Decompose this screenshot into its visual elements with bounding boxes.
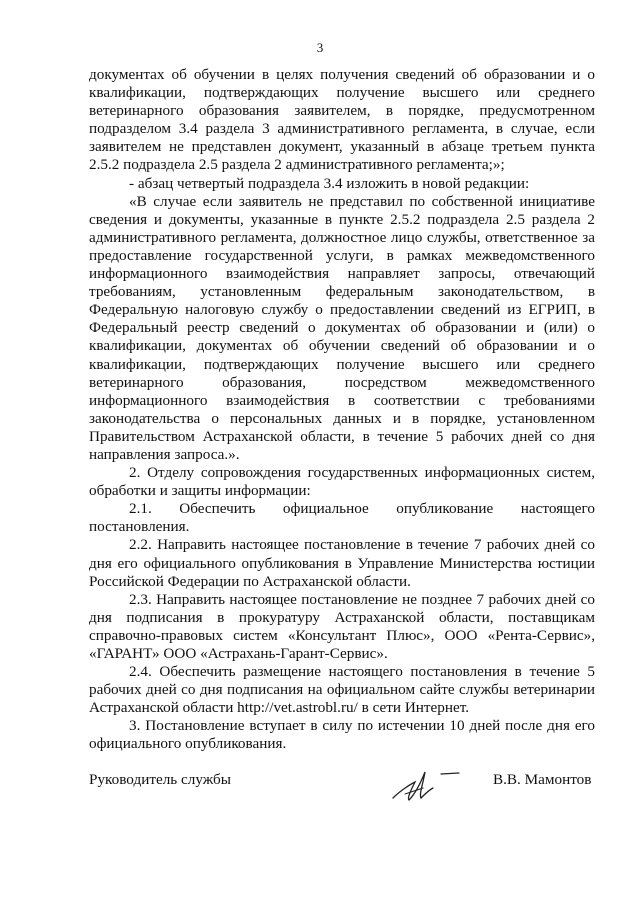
signatory-name: В.В. Мамонтов [493,771,592,788]
paragraph-continuation: документах об обучении в целях получения сведений об образовании и о квалификации, подтверждающих получение высшего или среднего ветеринарного образования заявителем, в порядке, предусмотренном подразделом 3.4 раздела 3 административного регламента, в случае, если заявителем не представлен документ, указанный в абзаце третьем пункта 2.5.2 подраздела 2.5 раздела 2 административного регламента;»; [89,66,595,174]
paragraph-item-2-4: 2.4. Обеспечить размещение настоящего постановления в течение 5 рабочих дней со дня подписания на официальном сайте службы ветеринарии Астраханской области http://vet.astrobl.ru/ в сети Интернет. [89,663,595,717]
handwritten-signature [385,760,465,810]
paragraph-item-2-2: 2.2. Направить настоящее постановление в течение 7 рабочих дней со дня его официального опубликования в Управление Министерства юстиции Российской Федерации по Астраханской области. [89,536,595,590]
paragraph-item-2-1: 2.1. Обеспечить официальное опубликование настоящего постановления. [89,500,595,536]
signatory-title: Руководитель службы [89,771,231,788]
paragraph-amendment-intro: - абзац четвертый подраздела 3.4 изложить в новой редакции: [129,174,530,192]
paragraph-new-wording: «В случае если заявитель не представил по собственной инициативе сведения и документы, указанные в пункте 2.5.2 подраздела 2.5 раздела 2 административного регламента, должностное лицо службы, ответственное за предоставление государственной услуги, в рамках межведомственного информационного взаимодействия направляет запросы, отвечающий требованиям, установленным федеральным законодательством, в Федеральную налоговую службу о предоставлении сведений из ЕГРИП, в Федеральный реестр сведений о документах об образовании и (или) о квалификации, документах об обучении сведений об образовании и о квалификации, подтверждающих получение высшего или среднего ветеринарного образования, посредством межведомственного информационного взаимодействия в соответствии с требованиями законодательства о персональных данных и в порядке, установленном Правительством Астраханской области, в течение 5 рабочих дней со дня направления запроса.». [89,192,595,463]
paragraph-item-3: 3. Постановление вступает в силу по истечении 10 дней после дня его официального опубликования. [89,717,595,753]
paragraph-item-2: 2. Отделу сопровождения государственных информационных систем, обработки и защиты информации: [89,464,595,500]
page-number: 3 [316,40,324,55]
document-body [89,66,595,754]
paragraph-item-2-3: 2.3. Направить настоящее постановление не позднее 7 рабочих дней со дня подписания в прокуратуру Астраханской области, поставщикам справочно-правовых систем «Консультант Плюс», ООО «Рента-Сервис», «ГАРАНТ» ООО «Астрахань-Гарант-Сервис». [89,590,595,662]
